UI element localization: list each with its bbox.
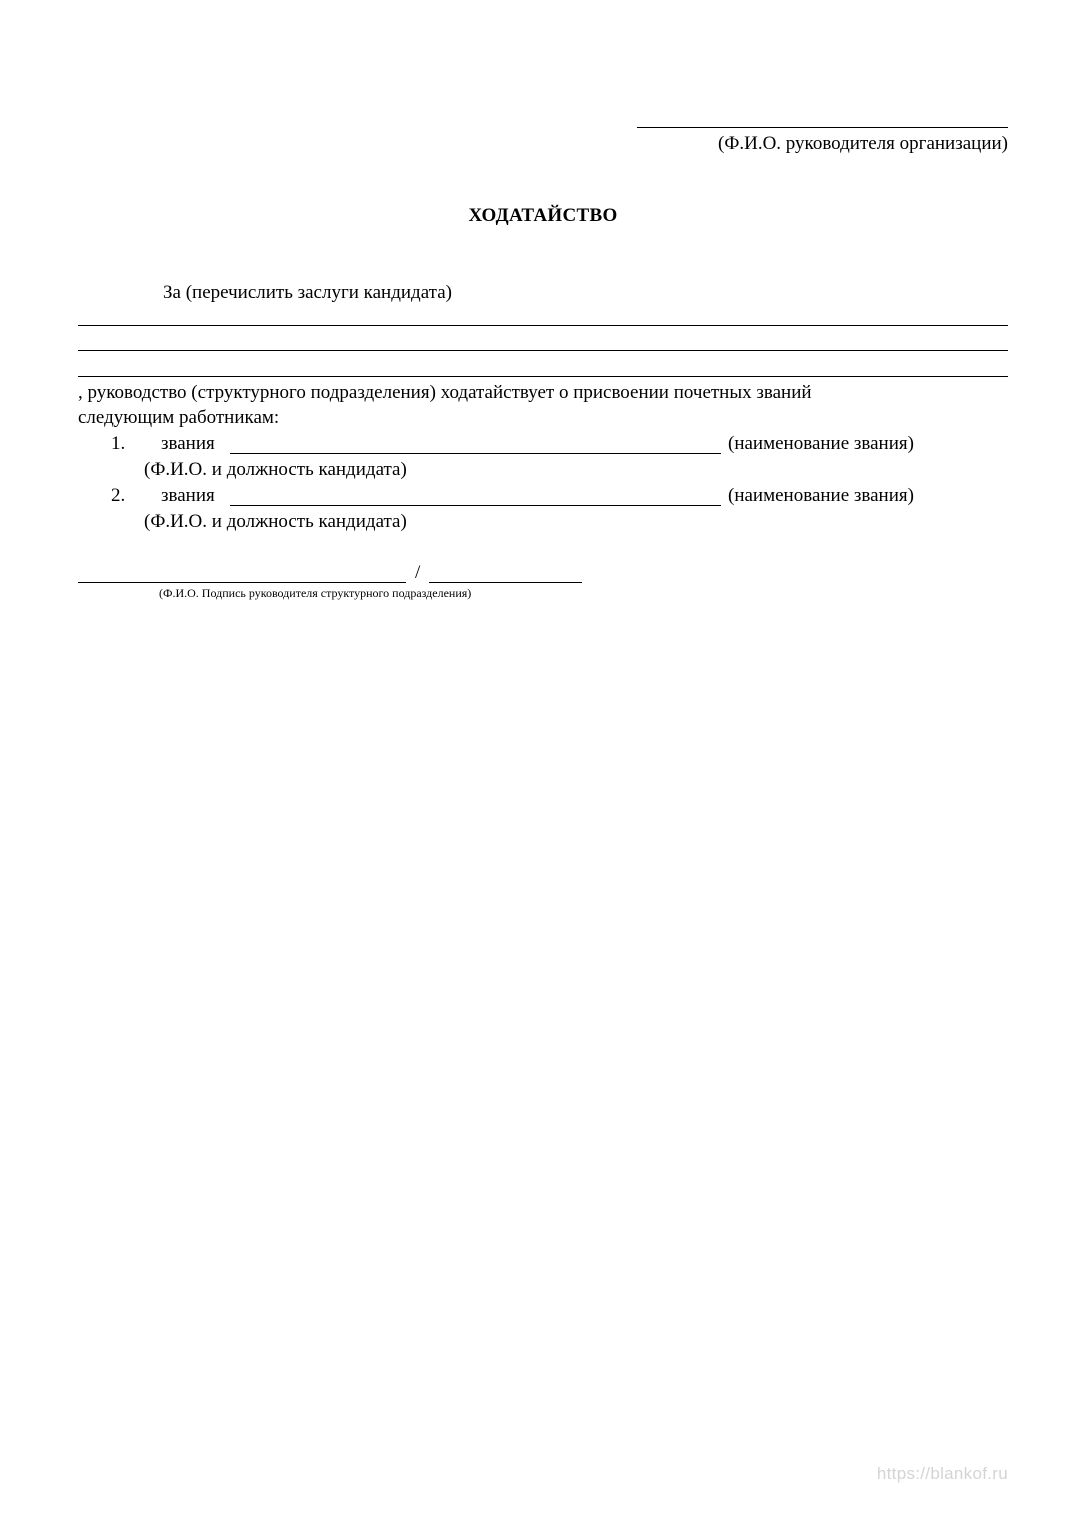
candidate-caption-2: (Ф.И.О. и должность кандидата) — [144, 511, 407, 532]
candidate-number-1: 1. — [111, 433, 126, 454]
head-caption: (Ф.И.О. руководителя организации) — [718, 133, 1008, 154]
watermark: https://blankof.ru — [876, 1464, 1008, 1483]
candidate-rank-line-2 — [230, 505, 721, 506]
signature-name-line — [78, 582, 406, 583]
candidate-rank-line-1 — [230, 453, 721, 454]
body-line-2: следующим работникам: — [78, 407, 280, 428]
merit-line-3 — [78, 376, 1008, 377]
signature-sign-line — [429, 582, 582, 583]
candidate-caption-1: (Ф.И.О. и должность кандидата) — [144, 459, 407, 480]
merit-line-2 — [78, 350, 1008, 351]
body-line-1: , руководство (структурного подразделения) ходатайствует о присвоении почетных званий — [78, 382, 812, 403]
candidate-rank-caption-2: (наименование звания) — [728, 485, 914, 506]
candidate-number-2: 2. — [111, 485, 126, 506]
signature-caption: (Ф.И.О. Подпись руководителя структурного подразделения) — [159, 586, 472, 600]
candidate-rank-caption-1: (наименование звания) — [728, 433, 914, 454]
document-title: ХОДАТАЙСТВО — [468, 205, 618, 226]
merits-prefix: За (перечислить заслуги кандидата) — [163, 282, 452, 303]
signature-separator: / — [415, 562, 421, 583]
merit-line-1 — [78, 325, 1008, 326]
candidate-rank-word-2: звания — [161, 485, 215, 506]
candidate-rank-word-1: звания — [161, 433, 215, 454]
head-signature-line — [637, 127, 1008, 128]
